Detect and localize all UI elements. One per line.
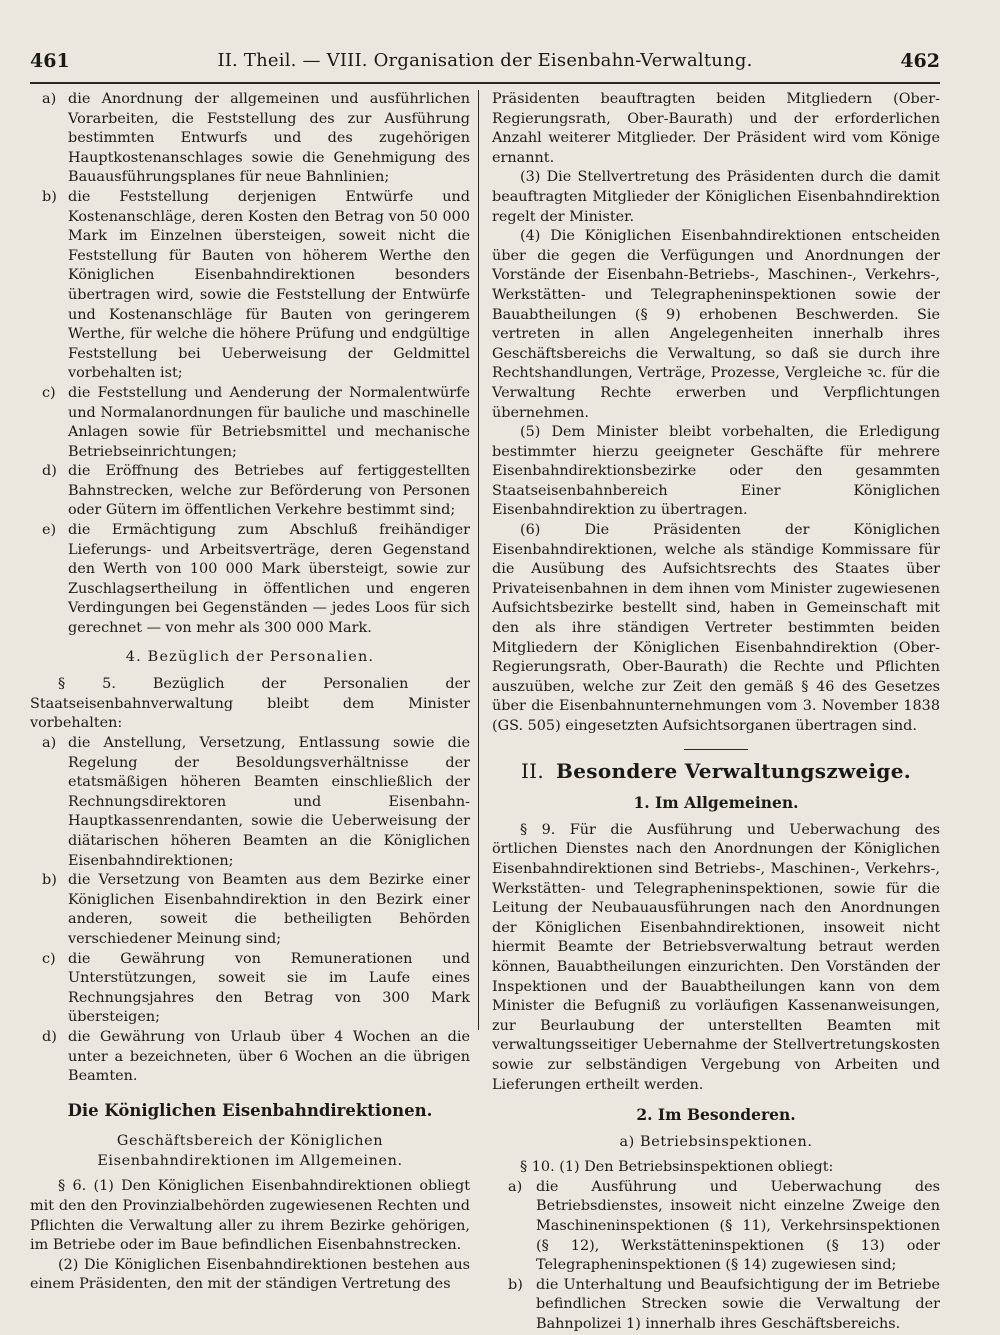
- paragraph-6-2-continued: Präsidenten beauftragten beiden Mitgliedern (Ober-Regierungsrath, Ober-Baurath) und der erforderlichen Anzahl weiterer Mitglieder. Der Präsident wird vom Könige ernannt.: [492, 91, 940, 166]
- list-item: e) die Ermächtigung zum Abschluß freihändiger Lieferungs- und Arbeitsverträge, deren Gegenstand den Werth von 100 000 Mark übersteigt, sowie zur Zuschlagsertheilung in öffentlichen und engeren Verdingungen bei Gegenständen — jedes Loos für sich gerechnet — von mehr als 300 000 Mark.: [42, 522, 470, 637]
- paragraph-6-2: (2) Die Königlichen Eisenbahndirektionen bestehen aus einem Präsidenten, den mit der ständigen Vertretung des: [30, 1256, 470, 1293]
- running-title: II. Theil. — VIII. Organisation der Eisenbahn-Verwaltung.: [217, 50, 753, 71]
- list-item: d) die Eröffnung des Betriebes auf fertiggestellten Bahnstrecken, welche zur Beförderung von Personen oder Gütern im öffentlichen Verkehre bestimmt sind;: [42, 463, 470, 519]
- paragraph-9: § 9. Für die Ausführung und Ueberwachung des örtlichen Dienstes nach den Anordnungen der Königlichen Eisenbahndirektionen sind Betriebs-, Maschinen-, Verkehrs-, Werkstätten- und Telegrapheninspektionen, sowie für die Leitung der Neubauausführungen nach den Anordnungen der Königlichen Eisenbahndirektionen, insoweit nicht hiermit Beamte der Betriebsverwaltung betraut werden können, Bauabtheilungen einzurichten. Den Vorständen der Inspektionen und der Bauabtheilungen kann von dem Minister die Befugniß zu vorläufigen Kassenanweisungen, zur Beurlaubung der unterstellten Beamten mit verwaltungsseitiger Uebernahme der Stellvertretungskosten sowie zur selbständigen Vergebung von Arbeiten und Lieferungen ertheilt werden.: [492, 821, 940, 1093]
- heading-im-allgemeinen: 1. Im Allgemeinen.: [633, 793, 799, 813]
- running-header: [30, 46, 940, 86]
- heading-number: II.: [520, 758, 545, 783]
- heading-eisenbahndirektionen: Die Königlichen Eisenbahndirektionen.: [67, 1100, 433, 1120]
- list-item: d) die Gewährung von Urlaub über 4 Wochen an die unter a bezeichneten, über 6 Wochen an die übrigen Beamten.: [42, 1028, 470, 1085]
- page-number-right: 462: [900, 50, 940, 72]
- column-divider: [478, 90, 479, 1030]
- heading-text: Besondere Verwaltungszweige.: [556, 758, 911, 783]
- list-item: b) die Feststellung derjenigen Entwürfe und Kostenanschläge, deren Kosten den Betrag von 50 000 Mark im Einzelnen übersteigen, soweit nicht die Feststellung für Bauten von höherem Werthe den Königlichen Eisenbahndirektionen besonders übertragen wird, sowie die Feststellung der Entwürfe und Kostenanschläge für Bauten von geringerem Werthe, für welche die höhere Prüfung und endgültige Feststellung bei Ueberweisung der Geldmittel vorbehalten ist;: [42, 188, 470, 382]
- list-item: c) die Gewährung von Remunerationen und Unterstützungen, soweit sie im Laufe eines Rechnungsjahres den Betrag von 300 Mark übersteigen;: [42, 950, 470, 1026]
- list-item: c) die Feststellung und Aenderung der Normalentwürfe und Normalanordnungen für bauliche und maschinelle Anlagen sowie für Betriebsmittel und mechanische Betriebseinrichtungen;: [42, 384, 470, 460]
- right-column: [492, 90, 940, 1335]
- paragraph-6-5: (5) Dem Minister bleibt vorbehalten, die Erledigung bestimmter hierzu geeigneter Geschäfte für mehrere Eisenbahndirektionsbezirke oder den gesammten Staatseisenbahnbereich Einer Königlichen Eisenbahndirektion zu übertragen.: [492, 424, 940, 519]
- page-number-left: 461: [30, 50, 70, 72]
- left-column: [30, 90, 470, 1295]
- section-rule: [684, 749, 748, 750]
- section-heading-personalien: 4. Bezüglich der Personalien.: [125, 648, 375, 665]
- paragraph-10: § 10. (1) Den Betriebsinspektionen obliegt:: [520, 1159, 834, 1176]
- heading-besondere-verwaltungszweige: [492, 758, 940, 783]
- list-item: a) die Anordnung der allgemeinen und ausführlichen Vorarbeiten, die Feststellung des zur Ausführung bestimmten Entwurfs und des zugehörigen Hauptkostenanschlages sowie die Genehmigung des Bauausführungsplanes für neue Bahnlinien;: [42, 91, 470, 186]
- list-item: b) die Versetzung von Beamten aus dem Bezirke einer Königlichen Eisenbahndirektion in den Bezirk einer anderen, soweit die betheiligten Behörden verschiedener Meinung sind;: [42, 872, 470, 947]
- heading-im-besonderen: 2. Im Besonderen.: [636, 1105, 796, 1125]
- paragraph-6-1: § 6. (1) Den Königlichen Eisenbahndirektionen obliegt mit den den Provinzialbehörden zugewiesenen Rechten und Pflichten die Verwaltung aller zu ihrem Bezirke gehörigen, im Betriebe oder im Baue befindlichen Eisenbahnstrecken.: [30, 1178, 470, 1254]
- list-item: b) die Unterhaltung und Beaufsichtigung der im Betriebe befindlichen Strecken sowie die Verwaltung der Bahnpolizei 1) innerhalb ihres Geschäftsbereichs.: [508, 1276, 940, 1333]
- list-item: a) die Ausführung und Ueberwachung des Betriebsdienstes, insoweit nicht einzelne Zweige den Maschineninspektionen (§ 11), Verkehrsinspektionen (§ 12), Werkstätteninspektionen (§ 13) oder Telegrapheninspektionen (§ 14) zugewiesen sind;: [508, 1178, 940, 1274]
- paragraph-6-6: (6) Die Präsidenten der Königlichen Eisenbahndirektionen, welche als ständige Kommissare für die Ausübung des Aufsichtsrechts des Staates über Privateisenbahnen in dem ihnen vom Minister zugewiesenen Aufsichtsbezirke bestellt sind, haben in Gemeinschaft mit den als ihre ständigen Vertreter bestimmten beiden Mitgliedern der Königlichen Eisenbahndirektion (Ober-Regierungsrath, Ober-Baurath) die Rechte und Pflichten auszuüben, welche zur Zeit den gemäß § 46 des Gesetzes über die Eisenbahnunternehmungen vom 3. November 1838 (GS. 505) eingesetzten Aufsichtsorganen übertragen sind.: [492, 522, 940, 734]
- paragraph-6-3: (3) Die Stellvertretung des Präsidenten durch die damit beauftragten Mitglieder der Königlichen Eisenbahndirektion regelt der Minister.: [492, 169, 940, 225]
- subheading-betriebsinspektionen: a) Betriebsinspektionen.: [619, 1133, 813, 1150]
- subheading-geschaeftsbereich: Geschäftsbereich der Königlichen Eisenbahndirektionen im Allgemeinen.: [97, 1133, 403, 1169]
- paragraph-6-4: (4) Die Königlichen Eisenbahndirektionen entscheiden über die gegen die Verfügungen und Anordnungen der Vorstände der Eisenbahn-Betriebs-, Maschinen-, Verkehrs-, Werkstätten- und Telegrapheninspektionen sowie der Bauabtheilungen (§ 9) erhobenen Beschwerden. Sie vertreten in allen Angelegenheiten innerhalb ihres Geschäftsbereichs die Verwaltung, so daß sie durch ihre Rechtshandlungen, Verträge, Prozesse, Vergleiche ꝛc. für die Verwaltung Rechte erwerben und Verpflichtungen übernehmen.: [492, 228, 940, 421]
- paragraph-5: § 5. Bezüglich der Personalien der Staatseisenbahnverwaltung bleibt dem Minister vorbehalten:: [30, 676, 470, 732]
- header-rule: [30, 82, 940, 84]
- list-item: a) die Anstellung, Versetzung, Entlassung sowie die Regelung der Besoldungsverhältnisse der etatsmäßigen höheren Beamten einschließlich der Rechnungsdirektoren und Eisenbahn-Hauptkassenrendanten, sowie die Ueberweisung der diätarischen höheren Beamten an die Königlichen Eisenbahndirektionen;: [42, 735, 470, 869]
